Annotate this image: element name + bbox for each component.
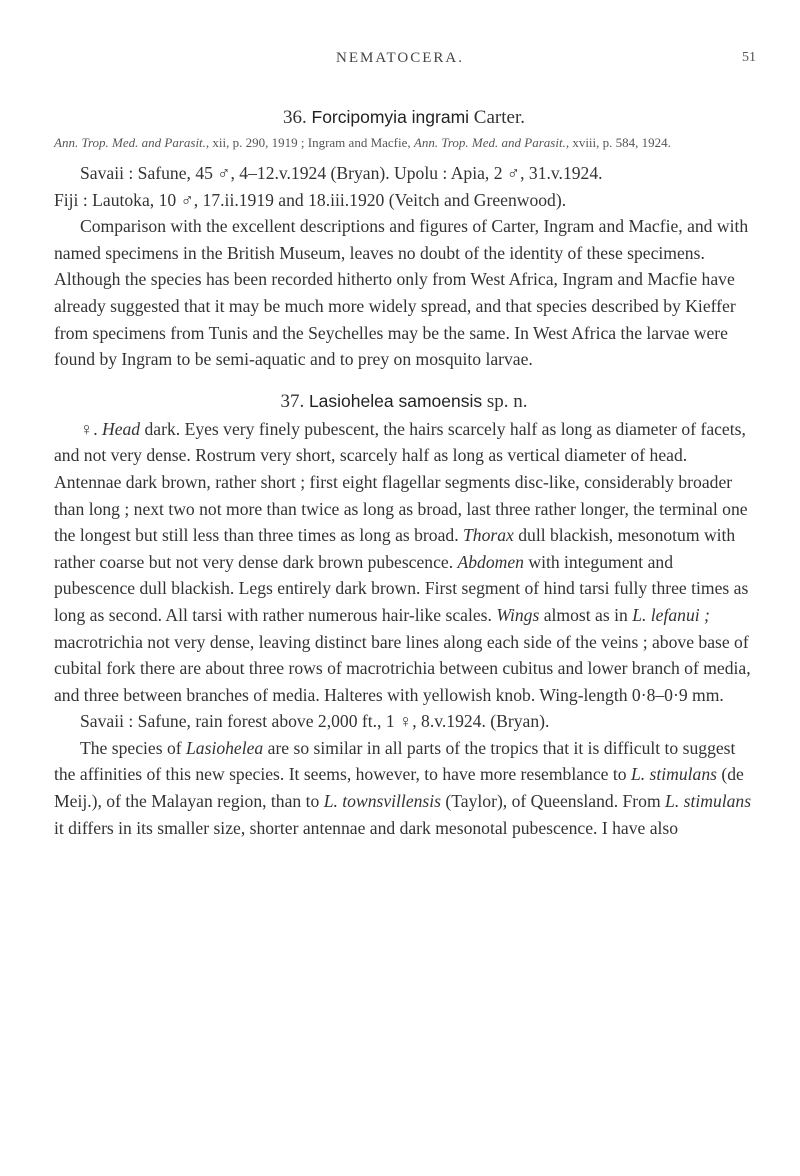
stimulans-name: L. stimulans <box>630 764 717 785</box>
species-36-author: Carter. <box>473 107 525 128</box>
discussion-part-c: (de Meij.), of the Malayan region, than to <box>54 764 744 812</box>
wings-label: Wings <box>496 604 540 625</box>
townsvillensis-name: L. townsvillensis <box>323 791 442 812</box>
discussion-part-a: The species of <box>80 737 187 758</box>
thorax-label: Thorax <box>463 525 514 546</box>
abdomen-description: with integument and pubescence dull blackish. Legs entirely dark brown. First segment of hind tarsi fully three times as long as second. All tarsi with rather numerous hair-like scales. <box>54 551 749 625</box>
species-37-name: Lasiohelea samoensis <box>308 390 483 411</box>
discussion-part-b: are so similar in all parts of the tropics that it is difficult to suggest the affinities of this new species. It seems, however, to have more resemblance to <box>54 737 736 785</box>
wings-description-cont: macrotrichia not very dense, leaving distinct bare lines along each side of the veins ; above base of cubital fork there are about three rows of macrotrichia between cubitus and lower branch of media, and three between branches of media. Halteres with yellowish knob. Wing-length 0·8–0·9 mm. <box>54 631 751 705</box>
species-37-description <box>54 416 754 709</box>
female-symbol: ♀. <box>80 418 98 439</box>
wings-description: almost as in <box>539 604 633 625</box>
head-label: Head <box>102 418 141 439</box>
head-description: dark. Eyes very finely pubescent, the hairs scarcely half as long as diameter of facets, and not very dense. Rostrum very short, scarcely half as long as vertical diameter of head. Antennae dark brown, rather short ; first eight flagellar segments disc-like, considerably broader than long ; next two not more than twice as long as broad, last three rather longer, the terminal one the longest but still less than three times as long as broad. <box>54 418 748 546</box>
thorax-description: dull blackish, mesonotum with rather coarse but not very dense dark brown pubescence. <box>54 525 736 572</box>
species-36-locality-savaii: Savaii : Safune, 45 ♂, 4–12.v.1924 (Bryan). Upolu : Apia, 2 ♂, 31.v.1924. <box>80 163 603 183</box>
running-head: NEMATOCERA. <box>336 50 464 66</box>
species-36-references <box>54 134 754 152</box>
body-text <box>54 103 754 841</box>
ref2-details: , xviii, p. 584, 1924. <box>565 135 671 150</box>
species-36-locality-fiji: Fiji : Lautoka, 10 ♂, 17.ii.1919 and 18.iii.1920 (Veitch and Greenwood). <box>54 189 567 210</box>
species-36-discussion: Comparison with the excellent descriptions and figures of Carter, Ingram and Macfie, and with named specimens in the British Museum, leaves no doubt of the identity of these specimens. Although the species has been recorded hitherto only from West Africa, Ingram and Macfie have already suggested that it may be much more widely spread, and that species described by Kieffer from specimens from Tunis and the Seychelles may be the same. In West Africa the larvae were found by Ingram to be semi-aquatic and to prey on mosquito larvae. <box>54 216 749 370</box>
section-gap <box>54 373 754 387</box>
ref1-details: , xii, p. 290, 1919 ; Ingram and Macfie, <box>205 135 411 150</box>
species-36-title <box>54 103 754 132</box>
abdomen-label: Abdomen <box>457 551 524 572</box>
page-number: 51 <box>742 50 756 65</box>
species-37-number: 37. <box>280 390 305 412</box>
species-36-number: 36. <box>283 107 307 128</box>
ref2-journal: Ann. Trop. Med. and Parasit. <box>413 135 566 150</box>
ref1-journal: Ann. Trop. Med. and Parasit. <box>54 135 206 150</box>
stimulans-name-2: L. stimulans <box>665 791 752 812</box>
species-37-title <box>54 387 754 416</box>
discussion-part-e: it differs in its smaller size, shorter antennae and dark mesonotal pubescence. I have also <box>54 817 679 838</box>
species-37-discussion <box>54 735 754 841</box>
species-37-locality: Savaii : Safune, rain forest above 2,000 ft., 1 ♀, 8.v.1924. (Bryan). <box>80 711 550 732</box>
genus-name: Lasiohelea <box>186 737 264 758</box>
discussion-part-d: (Taylor), of Queensland. From <box>441 791 666 812</box>
lefanui-name: L. lefanui ; <box>632 604 710 625</box>
species-36-name: Forcipomyia ingrami <box>311 107 470 127</box>
species-37-author: sp. n. <box>486 390 528 412</box>
